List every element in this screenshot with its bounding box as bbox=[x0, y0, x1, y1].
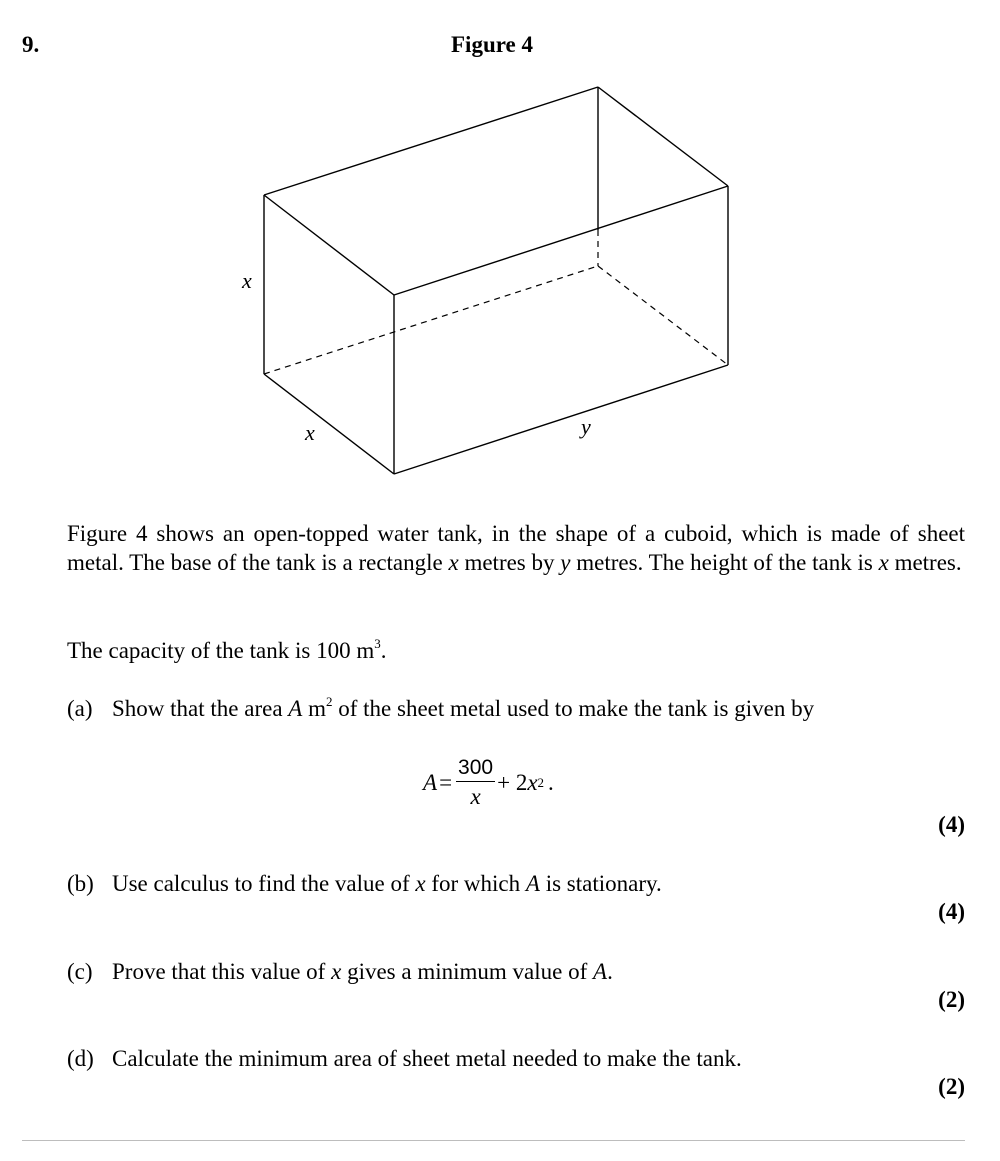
area-formula: A = $\frac{300}{x}$ + 2 x 2 . bbox=[423, 756, 554, 809]
label-height-x: x bbox=[242, 268, 252, 293]
part-a-marks: (4) bbox=[938, 812, 965, 837]
edge-top-front bbox=[394, 186, 728, 295]
part-b: (b) Use calculus to find the value of x for which A is stationary. bbox=[67, 871, 662, 896]
edge-hidden-bottom-right bbox=[598, 266, 728, 365]
part-b-marks: (4) bbox=[938, 899, 965, 924]
formula-fraction: $\frac{300}{x}$ bbox=[458, 756, 494, 809]
cuboid-diagram bbox=[0, 0, 1000, 500]
part-c-label: (c) bbox=[67, 959, 93, 984]
part-d-marks: (2) bbox=[938, 1074, 965, 1099]
part-d: (d) Calculate the minimum area of sheet metal needed to make the tank. bbox=[67, 1046, 742, 1071]
part-c-marks: (2) bbox=[938, 987, 965, 1012]
figure-title: Figure 4 bbox=[451, 32, 533, 57]
edge-bottom-front bbox=[394, 365, 728, 474]
part-a: (a) Show that the area A $m^2$ of the sheet metal used to make the tank is given by bbox=[67, 694, 815, 721]
edge-bottom-left bbox=[264, 374, 394, 474]
part-a-label: (a) bbox=[67, 696, 93, 721]
question-number: 9. bbox=[22, 32, 40, 57]
capacity-statement: The capacity of the tank is 100 $m^3$. bbox=[67, 636, 387, 663]
intro-paragraph: Figure 4 shows an open-topped water tank, in the shape of a cuboid, which is made of sheet metal. The base of the tank is a rectangle x metres by y metres. The height of the tank is x metres. bbox=[67, 521, 966, 575]
edge-top-left bbox=[264, 195, 394, 295]
edge-top-right bbox=[598, 87, 728, 186]
edge-top-back bbox=[264, 87, 598, 195]
part-d-label: (d) bbox=[67, 1046, 94, 1071]
part-c: (c) Prove that this value of x gives a minimum value of A. bbox=[67, 959, 613, 984]
label-length-y: y bbox=[581, 414, 591, 439]
label-depth-x: x bbox=[305, 420, 315, 445]
footer-divider bbox=[22, 1140, 965, 1141]
part-b-label: (b) bbox=[67, 871, 94, 896]
